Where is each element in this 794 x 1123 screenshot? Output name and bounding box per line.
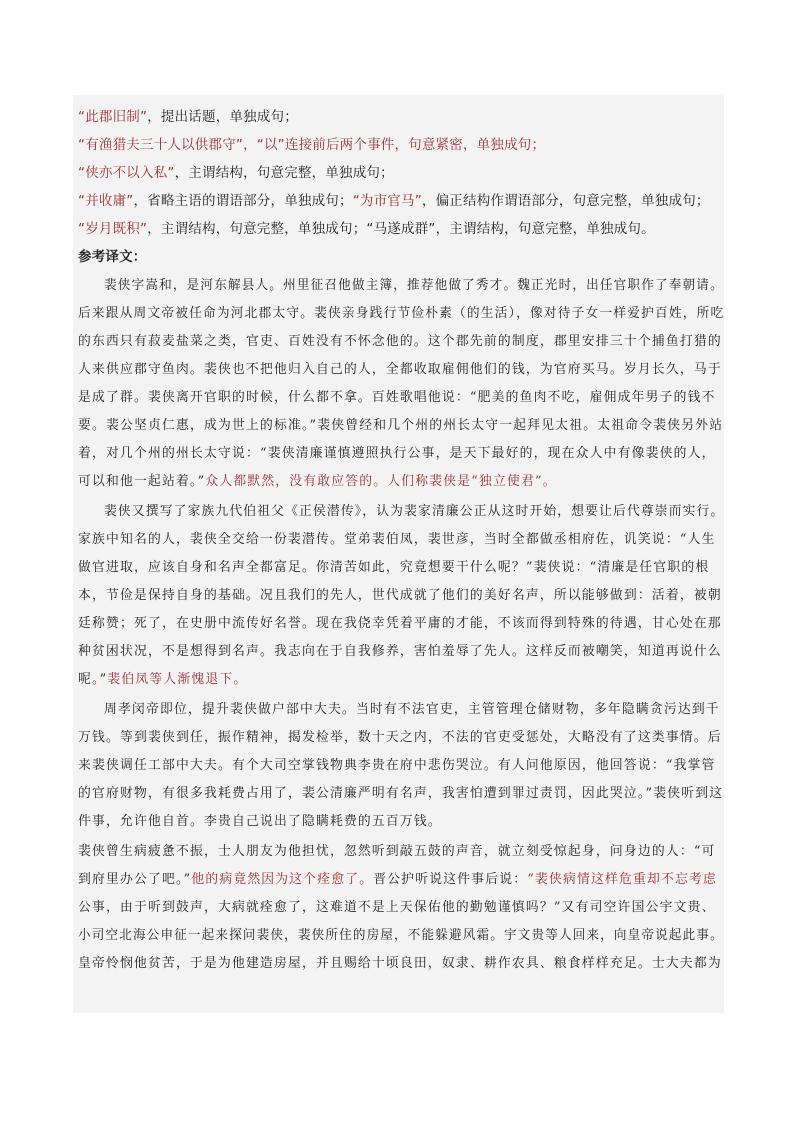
translation-line: 裴侠曾生病疲惫不振，士人朋友为他担忧，忽然听到敲五鼓的声音，就立刻受惊起身，问身边的人：“可 <box>78 844 716 859</box>
translation-line: 万钱。等到裴侠到任，振作精神，揭发检举，数十天之内，不法的官吏受惩处，大略没有了这类事情。后 <box>78 730 722 745</box>
translation-line: 的官府财物，有很多我耗费占用了，裴公清廉严明有名声，我害怕遭到罪过责罚，因此哭泣。”裴侠听到这 <box>78 786 724 801</box>
analysis-line-4 <box>78 189 710 209</box>
translation-line: 公事，由于听到鼓声，大病就痊愈了，这难道不是上天保佑他的勤勉谨慎吗？”又有司空许国公宇文贵、 <box>78 900 716 915</box>
quote-5: “岁月既积” <box>78 221 148 237</box>
red-highlight: 裴伯凤等人渐愧退下。 <box>107 672 248 687</box>
quote-2: “有渔猎夫三十人以供郡守”，“以”连接前后两个事件，句意紧密，单独成句； <box>78 137 546 153</box>
translation-line: 来裴侠调任工部中大夫。有个大司空掌钱物典李贵在府中悲伤哭泣。有人问他原因，他回答说：“我掌管 <box>78 758 716 773</box>
note-3: ，主谓结构，句意完整，单独成句； <box>174 165 394 181</box>
translation-heading: 参考译文： <box>78 249 147 265</box>
translation-line: 呢。”裴伯凤等人渐愧退下。 <box>78 672 248 687</box>
translation-line: 皇帝怜悯他贫苦，于是为他建造房屋，并且赐给十顷良田，奴隶、耕作农具、粮食样样充足。士大夫都为 <box>78 956 722 971</box>
quote-4a: “并收庸” <box>78 193 134 209</box>
analysis-line-5 <box>78 217 655 237</box>
quote-1: “此郡旧制” <box>78 109 148 125</box>
translation-line: 小司空北海公申征一起来探问裴侠，裴侠所住的房屋，不能躲避风霜。宇文贵等人回来，向皇帝说起此事。 <box>78 928 724 943</box>
translation-line: 本，节俭是保持自身的基础。况且我们的先人，世代成就了他们的美好名声，所以能够做到：活着，被朝 <box>78 588 722 603</box>
translation-line: 的东西只有菽麦盐菜之类，官吏、百姓没有不怀念他的。这个郡先前的制度，郡里安排三十个捕鱼打猎的 <box>78 334 722 349</box>
note-4a: ，省略主语的谓语部分，单独成句； <box>133 193 353 209</box>
translation-line: 是成了群。裴侠离开官职的时候，什么都不拿。百姓歌唱他说：“肥美的鱼肉不吃，雇佣成年男子的钱不 <box>78 390 716 405</box>
note-4b: ，偏正结构作谓语部分，句意完整，单独成句； <box>421 193 710 209</box>
analysis-line-2 <box>78 133 545 153</box>
quote-4b: “为市官马” <box>352 193 422 209</box>
translation-line: 做官进取，应该自身和名声全都富足。你清苦如此，究竟想要干什么呢？”裴侠说：“清廉是任官职的根 <box>78 560 710 575</box>
translation-line: 可以和他一起站着。”众人都默然，没有敢应答的。人们称裴侠是“独立使君”。 <box>78 474 557 489</box>
translation-line: 种贫困状况，不是想得到名声。我志向在于自我修养，害怕羞辱了先人。这样反而被嘲笑，知道再说什么 <box>78 644 722 659</box>
translation-line: 裴侠字嵩和，是河东解县人。州里征召他做主簿，推荐他做了秀才。魏正光时，出任官职作了奉朝请。 <box>104 278 724 293</box>
translation-line: 到府里办公了吧。”他的病竟然因为这个痊愈了。晋公护听说这件事后说：“裴侠病情这样危重却不忘考虑 <box>78 872 717 887</box>
translation-line: 廷称赞；死了，在史册中流传好名誉。现在我侥幸凭着平庸的才能，不该而得到特殊的待遇，甘心处在那 <box>78 616 722 631</box>
translation-line: 要。裴公坚贞仁惠，成为世上的标准。”裴侠曾经和几个州的州长太守一起拜见太祖。太祖命令裴侠另外站 <box>78 418 724 433</box>
analysis-line-1 <box>78 105 298 125</box>
translation-line: 着，对几个州的州长太守说：“裴侠清廉谨慎遵照执行公事，是天下最好的，现在众人中有像裴侠的人， <box>78 446 716 461</box>
note-1: ，提出话题，单独成句； <box>147 109 298 125</box>
translation-line: 周孝闵帝即位，提升裴侠做户部中大夫。当时有不法官吏，主管管理仓储财物，多年隐瞒贪污达到千 <box>104 702 720 717</box>
translation-line: 裴侠又撰写了家族九代伯祖父《正侯潜传》，认为裴家清廉公正从这时开始，想要让后代尊崇而实行。 <box>104 504 725 519</box>
translation-line: 后来跟从周文帝被任命为河北郡太守。裴侠亲身践行节俭朴素（的生活），像对待子女一样爱护百姓，所吃 <box>78 306 725 321</box>
red-highlight: “裴侠病情这样危重却不忘考虑 <box>527 872 717 887</box>
note-5: ，主谓结构，句意完整，单独成句；“马遂成群”，主谓结构，句意完整，单独成句。 <box>147 221 655 237</box>
translation-line: 家族中知名的人，裴侠全交给一份裴潜传。堂弟裴伯凤，裴世彦，当时全都做丞相府佐，讥笑说：“人生 <box>78 532 716 547</box>
red-highlight: 他的病竟然因为这个痊愈了。 <box>191 872 374 887</box>
quote-3: “侠亦不以入私” <box>78 165 175 181</box>
analysis-line-3 <box>78 161 394 181</box>
red-highlight: 众人都默然，没有敢应答的。人们称裴侠是“独立使君”。 <box>205 474 557 489</box>
translation-line: 件事，允许他自首。李贵自己说出了隐瞒耗费的五百万钱。 <box>78 814 442 829</box>
translation-line: 人来供应郡守鱼肉。裴侠也不把他归入自己的人，全都收取雇佣他们的钱，为官府买马。岁月长久，马于 <box>78 362 722 377</box>
